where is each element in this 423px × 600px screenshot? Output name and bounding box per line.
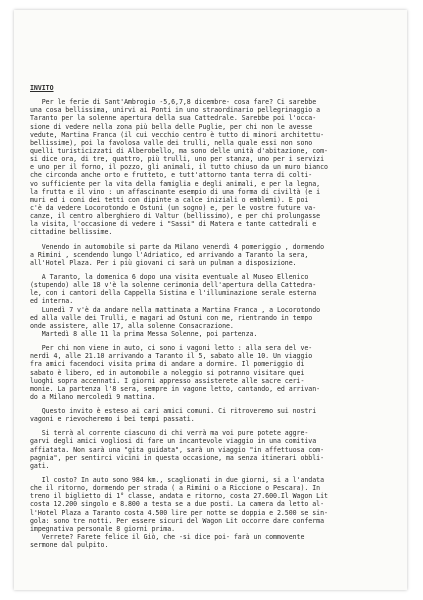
text-line: muri ed i coni dei tetti con dipinte a calce iniziali o emblemi). E poi — [30, 195, 309, 204]
text-line: luoghi sopra accennati. I giorni appresso assisterete alle sacre ceri- — [30, 376, 305, 385]
text-line: una cosa bellissima, unirvi ai Ponti in uno straordinario pellegrinaggio a — [30, 106, 321, 115]
text-line: A Taranto, la domenica 6 dopo una visita eventuale al Museo Ellenico — [30, 272, 309, 281]
text-line: Verrete? Farete felice il Giò, che -si dice poi- farà un commovente — [30, 533, 305, 542]
text-line: vedute, Martina Franca (il cui vecchio centro è tutto di minori architettu- — [30, 130, 324, 139]
text-line: treno il biglietto di 1° classe, andata e ritorno, costa 27.600.Il Wagon Lit — [30, 492, 328, 501]
text-line: Il costo? In auto sono 984 km., scaglionati in due giorni, si a l'andata — [30, 476, 324, 485]
text-line: Lunedì 7 v'è da andare nella mattinata a Martina Franca , a Locorotondo — [30, 305, 321, 314]
paragraph — [30, 344, 398, 401]
text-line: cittadine bellissime. — [30, 228, 113, 237]
text-line: nerdì 4, alle 21.10 arrivando a Taranto il 5, sabato alle 10. Un viaggio — [30, 352, 313, 361]
text-line: la frutta e il vino : un affascinante esempio di una forma di civiltà (e i — [30, 187, 321, 196]
text-line: la visita, l'occasione di vedere i "Sassi" di Matera e tante cattedrali e — [30, 220, 317, 229]
text-line: affiatata. Non sarà una "gita guidata", sarà un viaggio "in affettuosa com- — [30, 445, 324, 454]
text-line: che circonda anche orto e frutteto, e tutt'attorno tanta terra di colti- — [30, 171, 313, 180]
paragraph — [30, 429, 398, 470]
document-title: INVITO — [30, 84, 54, 92]
invitation-letter — [30, 84, 398, 549]
text-line: (stupendo) alle 18 v'è la solenne cerimonia dell'apertura della Cattedra- — [30, 281, 317, 290]
text-line: Martedì 8 alle 11 la prima Messa Solenne, poi partenza. — [30, 329, 258, 338]
text-line: che il ritorno, dormendo per strada ( a Rimini o a Riccione o Pescara). In — [30, 484, 321, 493]
text-line: e uno per il forno, il pozzo, gli animali, il tutto chiuso da un muro bianco — [30, 163, 328, 172]
text-line: sione di vedere nella zona più bella delle Puglie, per chi non le avesse — [30, 122, 313, 131]
text-line: bellissime), poi la favolosa valle dei trulli, nella quale essi non sono — [30, 138, 313, 147]
text-line: impegnativa personale 8 giorni prima. — [30, 524, 176, 533]
text-line: vagoni e rievocheremo i bei tempi passati. — [30, 415, 195, 424]
paragraph — [30, 407, 398, 423]
text-line: onde assistere, alle 17, alla solenne Consacrazione. — [30, 321, 234, 330]
text-line: Taranto per la solenne apertura della sua Cattedrale. Sarebbe poi l'occa- — [30, 114, 317, 123]
text-line: vo sufficiente per la vita della famiglia e degli animali, e per la legna, — [30, 179, 321, 188]
text-line: garvi degli amici vogliosi di fare un incantevole viaggio in una comitiva — [30, 437, 317, 446]
text-line: gola: sono tre notti. Per essere sicuri del Wagon Lit occorre dare conferma — [30, 516, 324, 525]
text-line: Questo invito è esteso ai cari amici comuni. Ci ritroveremo sui nostri — [30, 407, 317, 416]
text-line: ed alla valle dei Trulli, e magari ad Ostuni con me, rientrando in tempo — [30, 313, 313, 322]
text-line: pagnia", per sentirci vicini in questa occasione, ma senza itinerari obbli- — [30, 453, 324, 462]
text-line: gati. — [30, 461, 50, 470]
paragraph — [30, 476, 398, 549]
paragraph — [30, 98, 398, 236]
text-line: Si terrà al corrente ciascuno di chi verrà ma voi pure potete aggre- — [30, 429, 309, 438]
text-line: sermone dal pulpito. — [30, 541, 109, 550]
text-line: le, con i cantori della Cappella Sistina e l'illuminazione serale esterna — [30, 289, 317, 298]
paragraph — [30, 243, 398, 267]
paragraph — [30, 273, 398, 338]
text-line: all'Hotel Plaza. Per i più giovani ci sarà un pulman a disposizione. — [30, 258, 297, 267]
text-line: do a Milano mercoledì 9 mattina. — [30, 392, 156, 401]
text-line: sabato è libero, ed in automobile a noleggio si potranno visitare quei — [30, 368, 305, 377]
text-line: fra amici facendoci visita prima di andare a dormire. Il pomeriggio di — [30, 360, 305, 369]
text-line: Venendo in automobile si parte da Milano venerdì 4 pomeriggio , dormendo — [30, 242, 324, 251]
text-line: a Rimini , scendendo lungo l'Adriatico, ed arrivando a Taranto la sera, — [30, 250, 309, 259]
text-line: costa 12.200 singolo e 8.800 a testa se a due posti. La camera da letto al- — [30, 500, 324, 509]
text-line: quelli turisticizzati di Alberobello, ma sono delle unità d'abitazione, com- — [30, 146, 328, 155]
text-line: Per le ferie di Sant'Ambrogio -5,6,7,8 dicembre- cosa fare? Ci sarebbe — [30, 98, 317, 107]
text-line: ed interna. — [30, 297, 74, 306]
text-line: monie. La partenza l'8 sera, sempre in vagone letto, cantando, ed arrivan- — [30, 384, 321, 393]
text-line: Per chi non viene in auto, ci sono i vagoni letto : alla sera del ve- — [30, 344, 313, 353]
document-page — [14, 10, 407, 590]
text-line: c'è da vedere Locorotondo e Ostuni (un sogno) e, per le vostre future va- — [30, 203, 317, 212]
text-line: canze, il centro alberghiero di Valtur (bellissimo), e per chi prolungasse — [30, 212, 321, 221]
text-line: l'Hotel Plaza a Taranto costa 4.500 lire per notte se doppia e 2.500 se sin- — [30, 508, 328, 517]
letter-body — [30, 98, 398, 549]
text-line: si dice ora, di tre, quattro, più trulli, uno per stanza, uno per i servizi — [30, 155, 324, 164]
